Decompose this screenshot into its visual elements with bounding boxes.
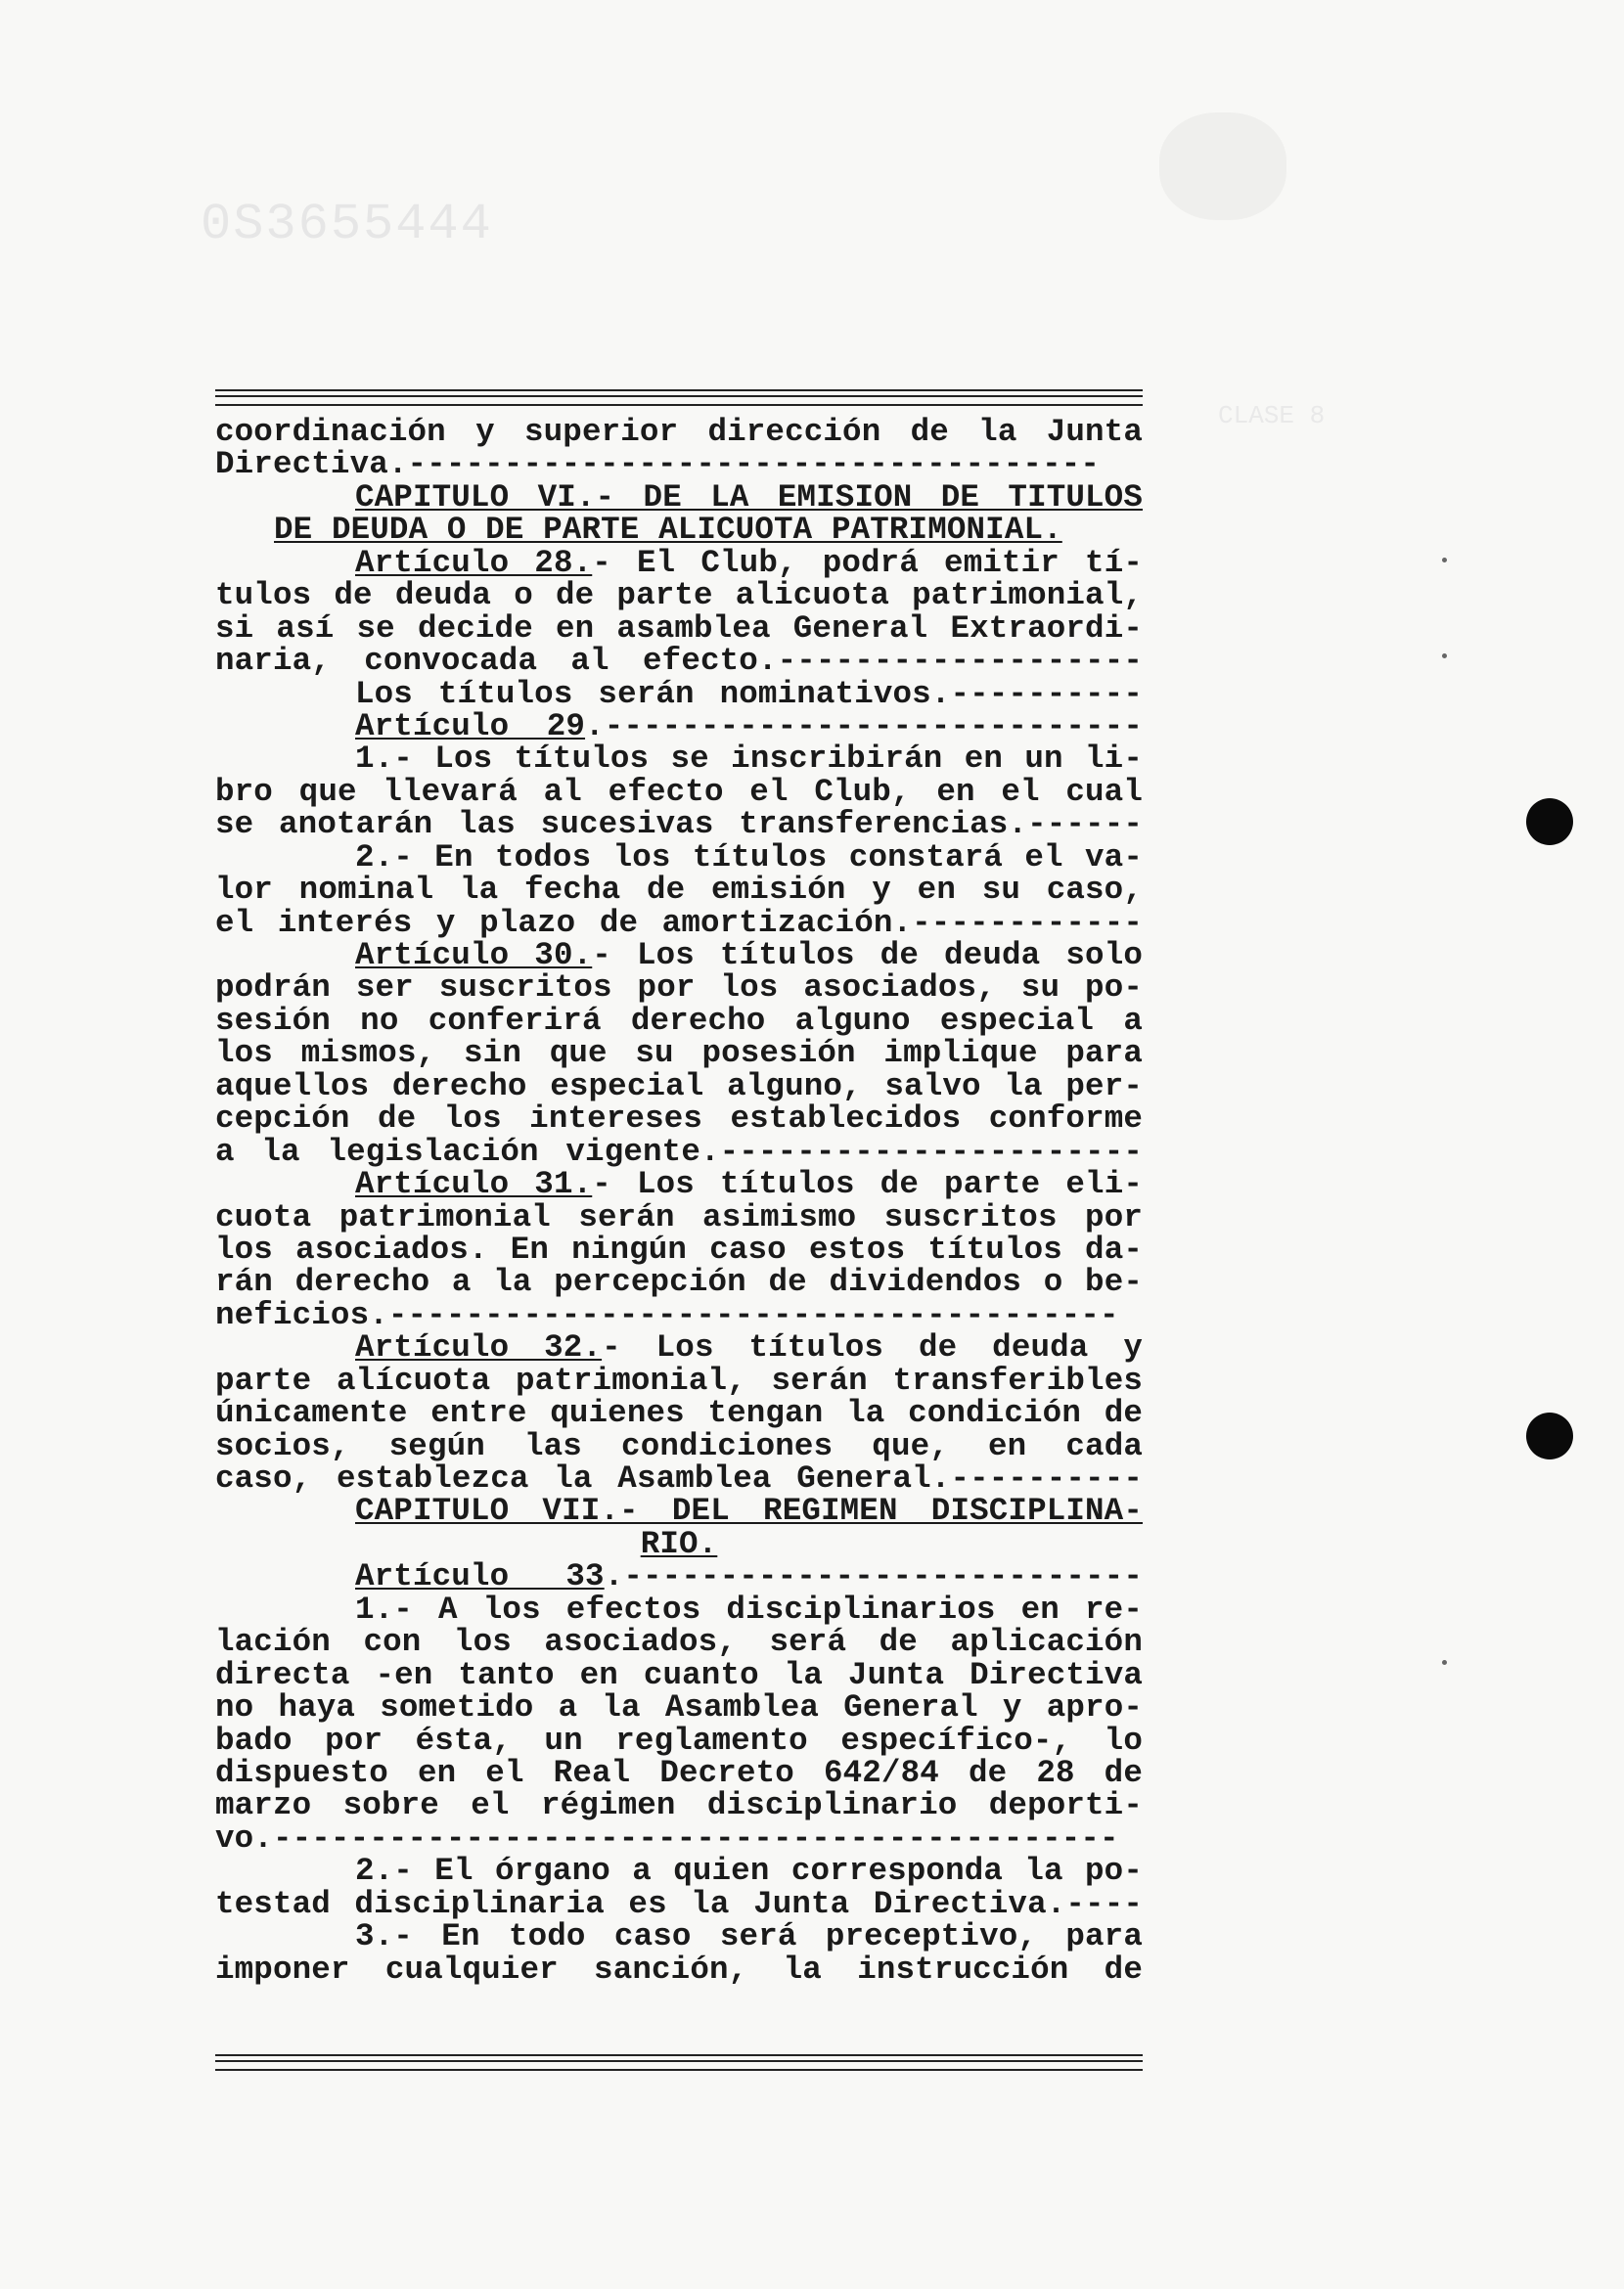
text-line: testad disciplinaria es la Junta Directiva.---- (215, 1887, 1143, 1921)
watermark-emblem (1159, 112, 1286, 220)
text-line: imponer cualquier sanción, la instrucción de (215, 1952, 1143, 1986)
text-line: naria, convocada al efecto.------------------- (215, 645, 1143, 678)
text-line: socios, según las condiciones que, en cada (215, 1429, 1143, 1462)
article-line: Artículo 28.- El Club, podrá emitir tí- (355, 546, 1143, 580)
chapter-heading: DE DEUDA O DE PARTE ALICUOTA PATRIMONIAL. (274, 514, 1062, 547)
body-text (215, 416, 1143, 1986)
text-line: se anotarán las sucesivas transferencias.------ (215, 808, 1143, 841)
text-line: bro que llevará al efecto el Club, en el cual (215, 775, 1143, 809)
text-line: neficios.-------------------------------------- (215, 1298, 1119, 1332)
top-double-rule (215, 389, 1143, 406)
article-label: Artículo 29 (355, 709, 586, 743)
speck-mark (1442, 1660, 1447, 1665)
text-line: si así se decide en asamblea General Extraordi- (215, 611, 1143, 646)
text-line: cuota patrimonial serán asimismo suscritos por (215, 1200, 1143, 1234)
article-line: Artículo 30.- Los títulos de deuda solo (355, 939, 1143, 972)
text-line: no haya sometido a la Asamblea General y apro- (215, 1691, 1143, 1725)
text-line: 2.- En todos los títulos constará el va- (355, 840, 1143, 875)
text-line: marzo sobre el régimen disciplinario deporti- (215, 1789, 1143, 1822)
text-line: tulos de deuda o de parte alicuota patrimonial, (215, 579, 1143, 612)
text-line: dispuesto en el Real Decreto 642/84 de 28 de (215, 1756, 1143, 1790)
text-line: 1.- Los títulos se inscribirán en un li- (355, 742, 1143, 776)
text-line: vo.-------------------------------------------- (215, 1821, 1119, 1856)
text-line: Los títulos serán nominativos.---------- (355, 677, 1143, 710)
text-line: coordinación y superior dirección de la Junta (215, 416, 1143, 449)
text-line: a la legislación vigente.---------------------- (215, 1135, 1143, 1169)
text-line: únicamente entre quienes tengan la condición de (215, 1397, 1143, 1430)
article-label: Artículo 31. (355, 1168, 593, 1201)
article-label: Artículo 30. (355, 939, 593, 972)
text-line: rán derecho a la percepción de dividendos o be- (215, 1266, 1143, 1299)
article-line: Artículo 29.---------------------------- (355, 709, 1143, 743)
article-label: Artículo 28. (355, 546, 593, 580)
ghost-class-text: CLASE 8 (1218, 401, 1326, 430)
text-line: lor nominal la fecha de emisión y en su caso, (215, 874, 1143, 907)
text-line: Directiva.------------------------------------ (215, 448, 1101, 481)
punch-hole-bottom (1526, 1413, 1573, 1459)
bottom-double-rule (215, 2054, 1143, 2071)
text-line: bado por ésta, un reglamento específico-, lo (215, 1724, 1143, 1757)
text-line: lación con los asociados, será de aplicación (215, 1626, 1143, 1659)
article-label: Artículo 32. (355, 1331, 603, 1365)
text-line: parte alícuota patrimonial, serán transferibles (215, 1364, 1143, 1398)
article-line: Artículo 32.- Los títulos de deuda y (355, 1331, 1143, 1365)
text-line: directa -en tanto en cuanto la Junta Directiva (215, 1658, 1143, 1692)
text-line: los asociados. En ningún caso estos títulos da- (215, 1233, 1143, 1267)
speck-mark (1442, 558, 1447, 562)
text-line: 1.- A los efectos disciplinarios en re- (355, 1593, 1143, 1627)
chapter-heading: RIO. (640, 1527, 718, 1561)
text-line: caso, establezca la Asamblea General.---------- (215, 1462, 1143, 1496)
text-line: cepción de los intereses establecidos conforme (215, 1102, 1143, 1136)
article-line: Artículo 31.- Los títulos de parte eli- (355, 1168, 1143, 1201)
punch-hole-top (1526, 798, 1573, 845)
text-line: aquellos derecho especial alguno, salvo la per- (215, 1069, 1143, 1103)
chapter-heading: CAPITULO VI.- DE LA EMISION DE TITULOS (355, 480, 1143, 515)
chapter-heading: CAPITULO VII.- DEL REGIMEN DISCIPLINA- (355, 1495, 1143, 1528)
stamp-serial-number: 0S3655444 (201, 196, 493, 253)
speck-mark (1442, 653, 1447, 658)
article-line: Artículo 33.--------------------------- (355, 1560, 1143, 1593)
text-line: sesión no conferirá derecho alguno especial a (215, 1004, 1143, 1038)
text-line: 3.- En todo caso será preceptivo, para (355, 1920, 1143, 1953)
text-line: podrán ser suscritos por los asociados, su po- (215, 971, 1143, 1005)
text-line: el interés y plazo de amortización.------------ (215, 906, 1143, 939)
article-label: Artículo 33 (355, 1560, 605, 1593)
text-line: los mismos, sin que su posesión implique para (215, 1037, 1143, 1070)
text-line: 2.- El órgano a quien corresponda la po- (355, 1855, 1143, 1888)
